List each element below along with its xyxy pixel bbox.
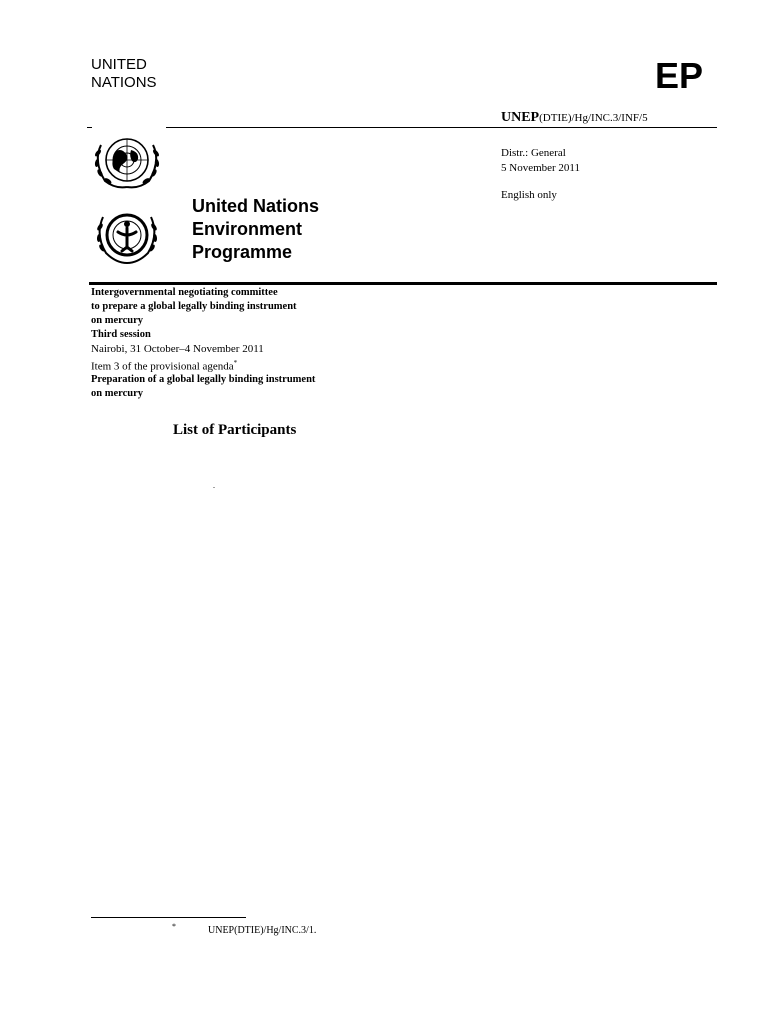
document-symbol-prefix: UNEP xyxy=(501,110,540,125)
committee-line1: Intergovernmental negotiating committee xyxy=(91,287,278,298)
agenda-footnote-marker: * xyxy=(233,359,238,367)
un-emblem-logo xyxy=(89,133,165,191)
programme-name-line2: Environment xyxy=(192,219,303,239)
unep-emblem-logo xyxy=(92,205,162,269)
session-place-dates: Nairobi, 31 October–4 November 2011 xyxy=(91,343,264,355)
document-date: 5 November 2011 xyxy=(501,162,581,174)
footnote-text: UNEP(DTIE)/Hg/INC.3/1. xyxy=(208,925,317,936)
un-header-line2: NATIONS xyxy=(91,74,157,91)
agenda-item-text: Item 3 of the provisional agenda xyxy=(91,360,234,373)
agenda-title-line1: Preparation of a global legally binding instrument xyxy=(91,374,316,385)
stray-mark: . xyxy=(213,481,215,490)
programme-name-line3: Programme xyxy=(192,242,293,262)
corner-code: EP xyxy=(655,55,704,96)
document-symbol-suffix: (DTIE)/Hg/INC.3/INF/5 xyxy=(539,112,648,124)
un-header xyxy=(91,56,157,92)
committee-line3: on mercury xyxy=(91,315,144,326)
committee-line2: to prepare a global legally binding instrument xyxy=(91,301,297,312)
agenda-title-line2: on mercury xyxy=(91,388,144,399)
header-rule-stub xyxy=(87,127,92,128)
document-symbol xyxy=(501,110,648,126)
section-divider xyxy=(89,282,717,285)
language-note: English only xyxy=(501,189,557,201)
programme-name-line1: United Nations xyxy=(192,196,320,216)
document-title: List of Participants xyxy=(173,422,297,438)
session-name: Third session xyxy=(91,329,151,340)
agenda-item xyxy=(91,356,297,374)
un-header-line1: UNITED xyxy=(91,56,147,73)
agenda-title xyxy=(91,373,315,401)
meeting-block xyxy=(91,286,297,374)
distribution-block xyxy=(501,146,580,176)
footnote-marker: * xyxy=(172,922,176,931)
programme-name xyxy=(192,195,319,264)
footnote-separator xyxy=(91,917,246,918)
distribution-label: Distr.: General xyxy=(501,147,566,159)
header-rule xyxy=(166,127,717,128)
